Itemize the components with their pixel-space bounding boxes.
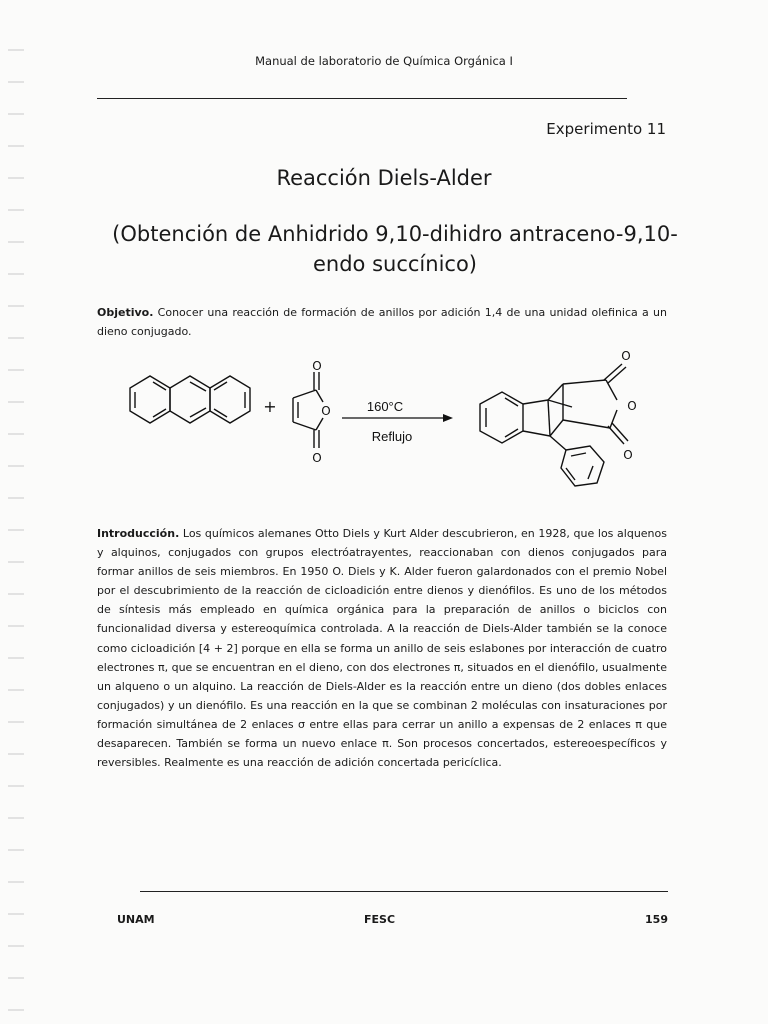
objective-label: Objetivo. <box>97 306 154 319</box>
oxygen-label: O <box>312 451 322 465</box>
objective-paragraph <box>97 303 667 341</box>
reaction-scheme <box>120 340 660 500</box>
page-number: 159 <box>645 913 668 926</box>
introduction-text: Los químicos alemanes Otto Diels y Kurt Alder descubrieron, en 1928, que los alquenos y alquinos, conjugados con grupos electróatrayentes, reaccionaban con dienos conjugados para formar anillos de seis miembros. En 1950 O. Diels y K. Alder fueron galardonados con el premio Nobel por el descubrimiento de la reacción de cicloadición entre dienos y dienófilos. Es uno de los métodos de síntesis más empleado en química orgánica para la preparación de anillos o biciclos con funcionalidad diversa y estereoquímica controlada. A la reacción de Diels-Alder también se la conoce como cicloadición [4 + 2] porque en ella se forma un anillo de seis eslabones por interacción de cuatro electrones π, que se encuentran en el dieno, con dos electrones π, situados en el dienófilo, usualmente un alqueno o un alquino. La reacción de Diels-Alder es la reacción entre un dieno (dos dobles enlaces conjugados) y un dienófilo. Es una reacción en la que se combinan 2 moléculas con insaturaciones por formación simultánea de 2 enlaces σ entre ellas para cerrar un anillo a expensas de 2 enlaces π que desaparecen. También se forma un nuevo enlace π. Son procesos concertados, estereoespecíficos y reversibles. Realmente es una reacción de adición concertada pericíclica. <box>97 527 667 770</box>
footer-rule <box>140 891 668 892</box>
maleic-anhydride-structure <box>293 372 323 448</box>
product-adduct-structure <box>480 364 628 486</box>
introduction-paragraph <box>97 524 667 772</box>
reaction-arrow <box>342 414 453 422</box>
page-title: Reacción Diels-Alder <box>276 166 492 190</box>
condition-temperature: 160°C <box>366 399 404 414</box>
plus-sign: + <box>263 397 277 416</box>
objective-text: Conocer una reacción de formación de anillos por adición 1,4 de una unidad olefinica a un dieno conjugado. <box>97 306 667 338</box>
oxygen-label: O <box>627 399 637 413</box>
experiment-label: Experimento 11 <box>546 120 666 138</box>
binder-margin-marks <box>6 0 28 1024</box>
footer-institution: UNAM <box>117 913 155 926</box>
introduction-label: Introducción. <box>97 527 180 540</box>
oxygen-label: O <box>623 448 633 462</box>
condition-reflux: Reflujo <box>371 429 413 444</box>
header-rule <box>97 98 627 99</box>
anthracene-structure <box>130 376 250 423</box>
oxygen-label: O <box>312 359 322 373</box>
oxygen-label: O <box>321 404 331 418</box>
running-header: Manual de laboratorio de Química Orgánica I <box>255 54 513 68</box>
page-subtitle: (Obtención de Anhidrido 9,10-dihidro antraceno-9,10-endo succínico) <box>112 222 678 276</box>
footer-faculty: FESC <box>364 913 396 926</box>
oxygen-label: O <box>621 349 631 363</box>
